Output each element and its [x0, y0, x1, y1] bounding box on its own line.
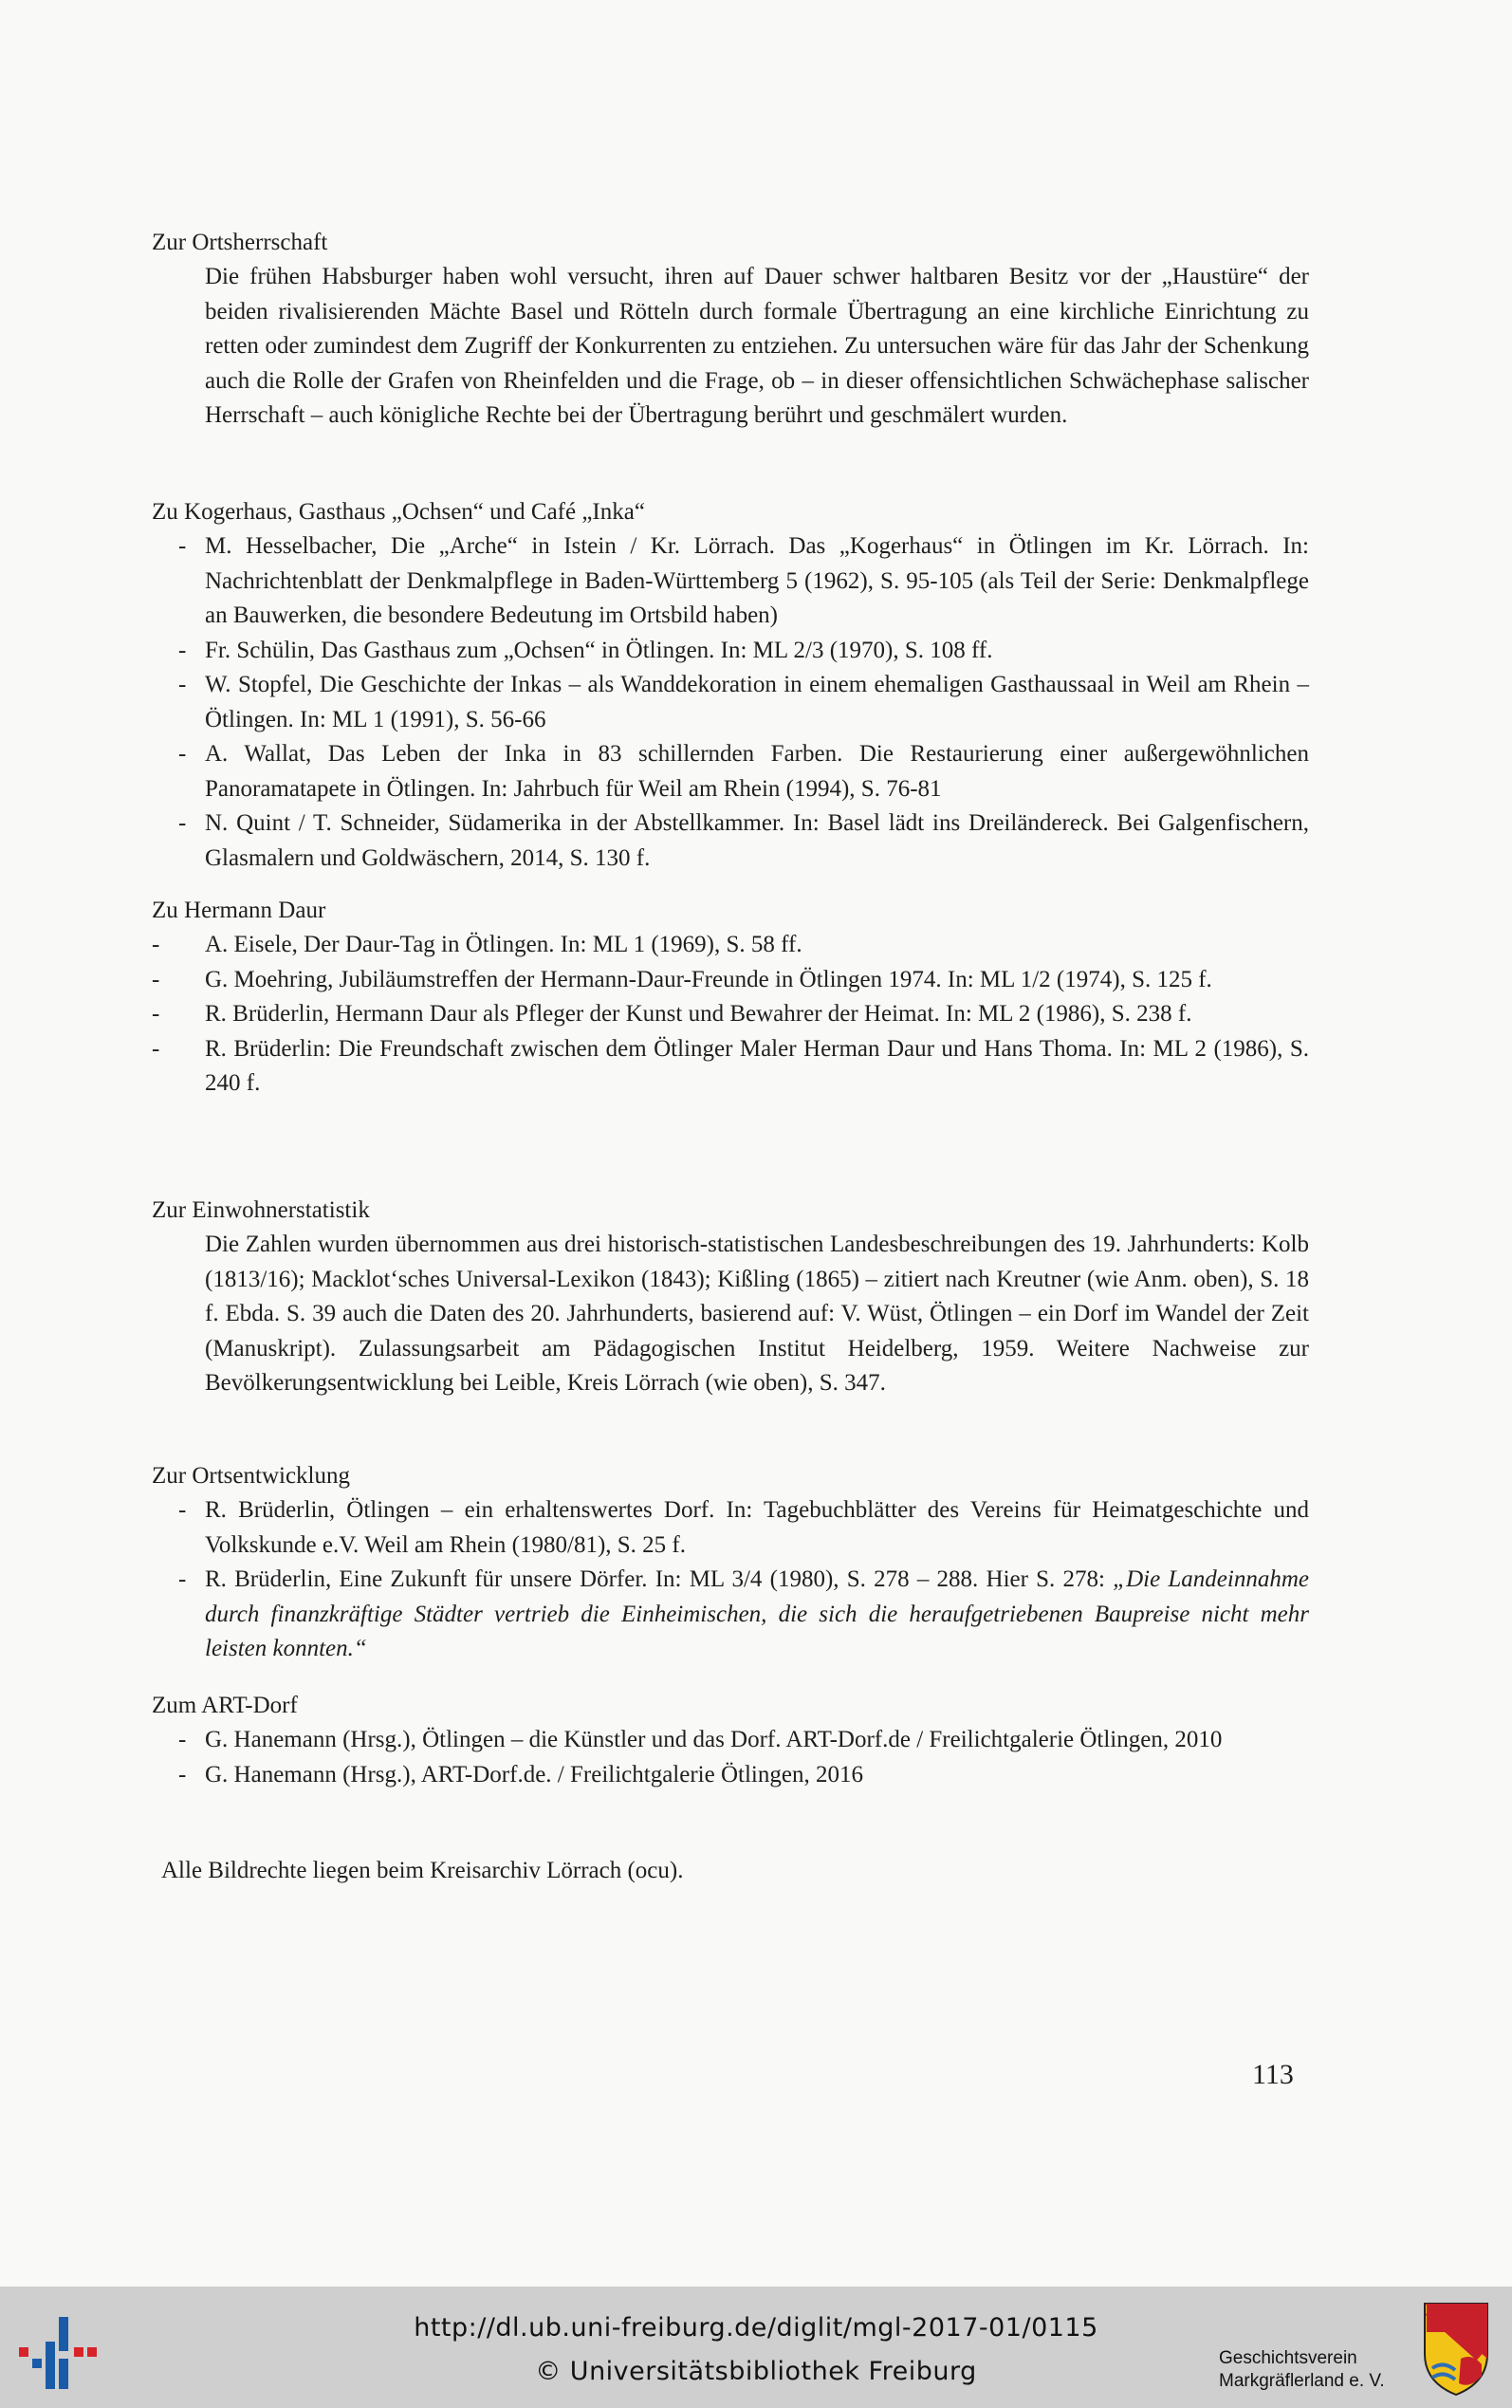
reference-text: W. Stopfel, Die Geschichte der Inkas – als Wanddekoration in einem ehemaligen Gasthaussaal in Weil am Rhein – Ötlingen. In: ML 1 (1991), S. 56-66: [205, 672, 1309, 732]
society-name-line2: Markgräflerland e. V.: [1219, 2371, 1385, 2391]
reference-text: G. Hanemann (Hrsg.), Ötlingen – die Künstler und das Dorf. ART-Dorf.de / Freilichtgalerie Ötlingen, 2010: [205, 1727, 1223, 1752]
reference-item: [152, 529, 1309, 634]
section-hermann-daur: [152, 894, 1309, 1102]
bullet-dash: -: [178, 637, 187, 663]
section-heading: Zu Kogerhaus, Gasthaus „Ochsen“ und Café „Inka“: [152, 499, 645, 525]
section-art-dorf: [152, 1689, 1309, 1792]
reference-item: [152, 928, 1309, 963]
reference-item: [152, 634, 1309, 669]
bullet-dash: -: [152, 1035, 160, 1062]
section-ortsherrschaft: [152, 226, 1309, 434]
bullet-dash: -: [152, 1001, 160, 1027]
coat-of-arms-icon: [1423, 2302, 1489, 2397]
reference-item: [152, 806, 1309, 876]
reference-text: G. Moehring, Jubiläumstreffen der Hermann-Daur-Freunde in Ötlingen 1974. In: ML 1/2 (1974), S. 125 f.: [205, 966, 1212, 992]
document-url-link[interactable]: http://dl.ub.uni-freiburg.de/diglit/mgl-2017-01/0115: [414, 2313, 1098, 2343]
reference-text: M. Hesselbacher, Die „Arche“ in Istein / Kr. Lörrach. Das „Kogerhaus“ in Ötlingen im Kr. Lörrach. In: Nachrichtenblatt der Denkmalpflege in Baden-Württemberg 5 (1962), S. 95-105 (als Teil der Serie: Denkmalpflege an Bauwerken, die besondere Bedeutung im Ortsbild haben): [205, 533, 1309, 628]
bullet-dash: -: [178, 810, 187, 836]
reference-item: [152, 1563, 1309, 1667]
society-name: [1219, 2347, 1428, 2393]
section-heading: Zur Ortsherrschaft: [152, 230, 328, 255]
bullet-dash: -: [178, 1761, 187, 1787]
reference-item: [152, 1723, 1309, 1758]
image-rights-note: Alle Bildrechte liegen beim Kreisarchiv Lörrach (ocu).: [161, 1858, 684, 1883]
reference-text: Fr. Schülin, Das Gasthaus zum „Ochsen“ in Ötlingen. In: ML 2/3 (1970), S. 108 ff.: [205, 637, 993, 663]
section-kogerhaus: [152, 495, 1309, 876]
reference-text: A. Eisele, Der Daur-Tag in Ötlingen. In: ML 1 (1969), S. 58 ff.: [205, 932, 802, 957]
reference-text: R. Brüderlin: Die Freundschaft zwischen dem Ötlinger Maler Herman Daur und Hans Thoma. In: ML 2 (1986), S. 240 f.: [205, 1035, 1309, 1096]
bullet-dash: -: [178, 741, 187, 767]
section-heading: Zu Hermann Daur: [152, 898, 326, 923]
reference-text: G. Hanemann (Hrsg.), ART-Dorf.de. / Freilichtgalerie Ötlingen, 2016: [205, 1761, 863, 1787]
reference-text: R. Brüderlin, Hermann Daur als Pfleger der Kunst und Bewahrer der Heimat. In: ML 2 (1986), S. 238 f.: [205, 1001, 1192, 1027]
reference-item: [152, 1032, 1309, 1102]
section-paragraph: Die frühen Habsburger haben wohl versucht, ihren auf Dauer schwer haltbaren Besitz vor der „Haustüre“ der beiden rivalisierenden Mächte Basel und Rötteln durch formale Übertragung an eine kirchliche Einrichtung zu retten oder zumindest dem Zugriff der Konkurrenten zu entziehen. Zu untersuchen wäre für das Jahr der Schenkung auch die Rolle der Grafen von Rheinfelden und die Frage, ob – in dieser offensichtlichen Schwächephase salischer Herrschaft – auch königliche Rechte bei der Übertragung berührt und geschmälert wurden.: [205, 264, 1309, 428]
reference-item: [152, 668, 1309, 737]
section-heading: Zur Ortsentwicklung: [152, 1463, 350, 1489]
section-heading: Zur Einwohnerstatistik: [152, 1197, 370, 1223]
society-name-line1: Geschichtsverein: [1219, 2348, 1357, 2368]
reference-item: [152, 737, 1309, 806]
bullet-dash: -: [178, 533, 187, 559]
quotation: „Die Landeinnahme durch finanzkräftige Städter vertrieb die Einheimischen, die sich die heraufgetriebenen Baupreise nicht mehr leisten konnten.“: [205, 1566, 1309, 1661]
page-number: 113: [1252, 2059, 1294, 2090]
bullet-dash: -: [152, 932, 160, 957]
reference-item: [152, 997, 1309, 1032]
bullet-dash: -: [178, 1497, 187, 1523]
copyright-text: © Universitätsbibliothek Freiburg: [535, 2357, 977, 2386]
reference-text: R. Brüderlin, Eine Zukunft für unsere Dörfer. In: ML 3/4 (1980), S. 278 – 288. Hier S. 278:: [205, 1566, 1114, 1592]
bullet-dash: -: [178, 1566, 187, 1592]
section-ortsentwicklung: [152, 1459, 1309, 1667]
reference-text: N. Quint / T. Schneider, Südamerika in der Abstellkammer. In: Basel lädt ins Dreiländereck. Bei Galgenfischern, Glasmalern und Goldwäschern, 2014, S. 130 f.: [205, 810, 1309, 871]
reference-text: A. Wallat, Das Leben der Inka in 83 schillernden Farben. Die Restaurierung einer außergewöhnlichen Panoramatapete in Ötlingen. In: Jahrbuch für Weil am Rhein (1994), S. 76-81: [205, 741, 1309, 802]
section-paragraph: Die Zahlen wurden übernommen aus drei historisch-statistischen Landesbeschreibungen des 19. Jahrhunderts: Kolb (1813/16); Macklot‘sches Universal-Lexikon (1843); Kißling (1865) – zitiert nach Kreutner (wie Anm. oben), S. 18 f. Ebda. S. 39 auch die Daten des 20. Jahrhunderts, basierend auf: V. Wüst, Ötlingen – ein Dorf im Wandel der Zeit (Manuskript). Zulassungsarbeit am Pädagogischen Institut Heidelberg, 1959. Weitere Nachweise zur Bevölkerungsentwicklung bei Leible, Kreis Lörrach (wie oben), S. 347.: [205, 1232, 1309, 1396]
reference-item: [152, 1758, 1309, 1793]
bullet-dash: -: [152, 966, 160, 992]
bullet-dash: -: [178, 1727, 187, 1752]
reference-item: [152, 1493, 1309, 1563]
reference-item: [152, 963, 1309, 998]
section-einwohnerstatistik: [152, 1194, 1309, 1401]
footer-bar: [0, 2287, 1512, 2408]
reference-text: R. Brüderlin, Ötlingen – ein erhaltenswertes Dorf. In: Tagebuchblätter des Vereins für Heimatgeschichte und Volkskunde e.V. Weil am Rhein (1980/81), S. 25 f.: [205, 1497, 1309, 1558]
section-heading: Zum ART-Dorf: [152, 1693, 298, 1718]
bullet-dash: -: [178, 672, 187, 697]
